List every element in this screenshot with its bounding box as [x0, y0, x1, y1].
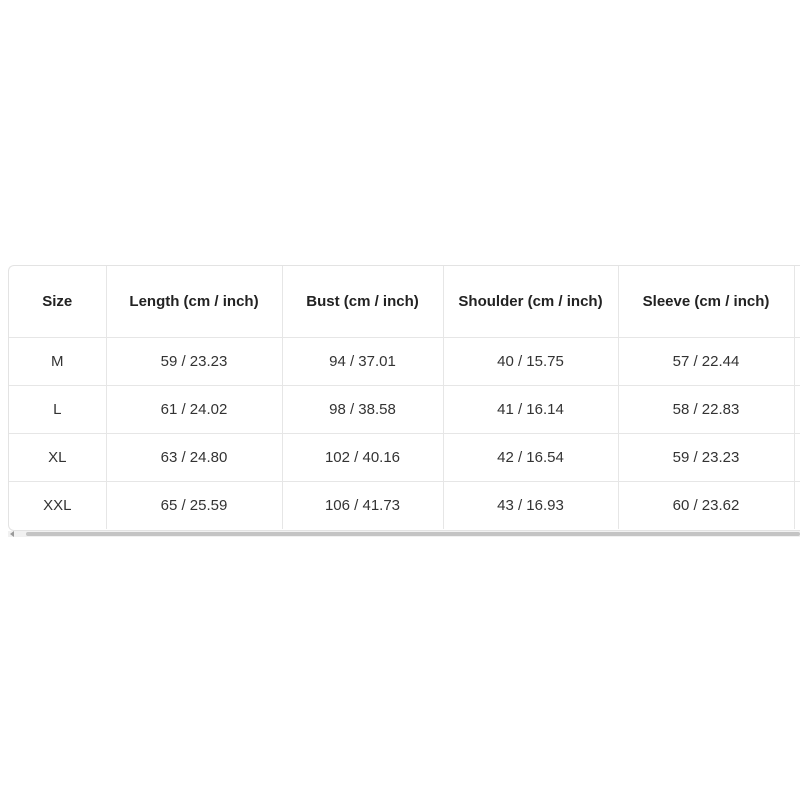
cell-length: 61 / 24.02 — [106, 386, 282, 434]
cell-sleeve: 60 / 23.62 — [618, 482, 794, 530]
cell-sleeve: 58 / 22.83 — [618, 386, 794, 434]
scrollbar-thumb[interactable] — [26, 532, 800, 536]
cell-sleeve: 57 / 22.44 — [618, 338, 794, 386]
cell-shoulder: 42 / 16.54 — [443, 434, 618, 482]
cell-size: L — [9, 386, 106, 434]
table-row — [9, 386, 800, 434]
cell-sleeve: 59 / 23.23 — [618, 434, 794, 482]
table-row — [9, 338, 800, 386]
cell-length: 59 / 23.23 — [106, 338, 282, 386]
cell-shoulder: 43 / 16.93 — [443, 482, 618, 530]
scroll-left-arrow-icon[interactable] — [10, 531, 14, 537]
cell-bust: 98 / 38.58 — [282, 386, 443, 434]
table-row — [9, 434, 800, 482]
cell-size: XL — [9, 434, 106, 482]
header-sleeve: Sleeve (cm / inch) — [618, 266, 794, 338]
size-chart-table — [9, 266, 800, 529]
cell-hidden — [794, 338, 800, 386]
header-length: Length (cm / inch) — [106, 266, 282, 338]
cell-bust: 94 / 37.01 — [282, 338, 443, 386]
table-row — [9, 482, 800, 530]
size-chart-table-container — [8, 265, 800, 531]
cell-size: XXL — [9, 482, 106, 530]
header-shoulder: Shoulder (cm / inch) — [443, 266, 618, 338]
horizontal-scrollbar[interactable] — [8, 531, 800, 537]
header-size: Size — [9, 266, 106, 338]
cell-bust: 102 / 40.16 — [282, 434, 443, 482]
cell-shoulder: 41 / 16.14 — [443, 386, 618, 434]
table-header-row — [9, 266, 800, 338]
cell-length: 63 / 24.80 — [106, 434, 282, 482]
cell-shoulder: 40 / 15.75 — [443, 338, 618, 386]
cell-hidden — [794, 434, 800, 482]
header-bust: Bust (cm / inch) — [282, 266, 443, 338]
size-chart-viewport[interactable] — [8, 265, 800, 540]
cell-size: M — [9, 338, 106, 386]
cell-hidden — [794, 386, 800, 434]
cell-hidden — [794, 482, 800, 530]
header-hidden-column — [794, 266, 800, 338]
cell-bust: 106 / 41.73 — [282, 482, 443, 530]
cell-length: 65 / 25.59 — [106, 482, 282, 530]
